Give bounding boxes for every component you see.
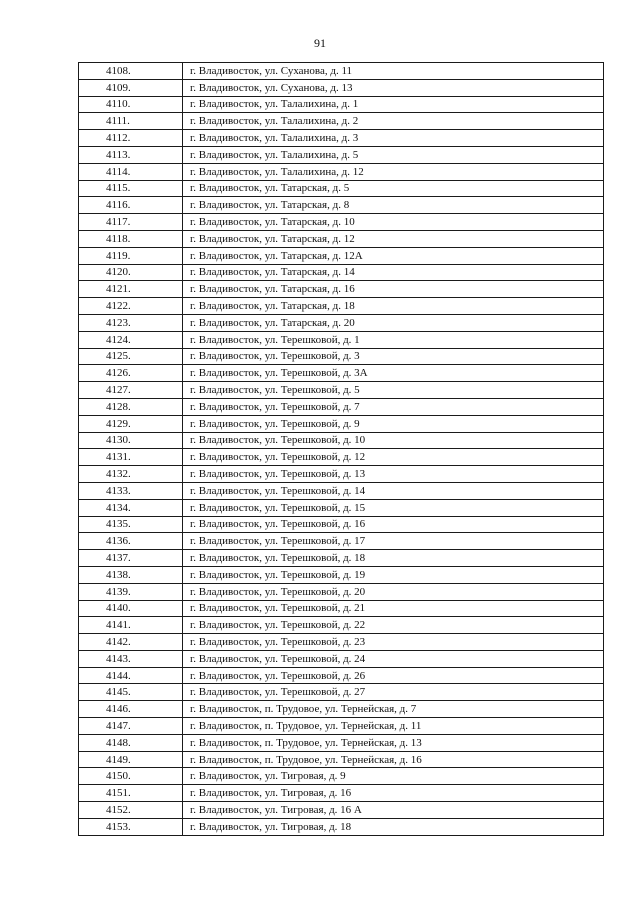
table-row: [79, 499, 604, 516]
row-number-cell: 4139.: [79, 583, 183, 600]
address-cell: г. Владивосток, ул. Татарская, д. 5: [183, 180, 604, 197]
table-row: [79, 718, 604, 735]
row-number-cell: 4148.: [79, 734, 183, 751]
address-cell: г. Владивосток, ул. Терешковой, д. 27: [183, 684, 604, 701]
row-number-cell: 4131.: [79, 449, 183, 466]
row-number-cell: 4128.: [79, 398, 183, 415]
address-cell: г. Владивосток, п. Трудовое, ул. Тернейская, д. 11: [183, 718, 604, 735]
table-row: [79, 650, 604, 667]
row-number-cell: 4135.: [79, 516, 183, 533]
table-row: [79, 197, 604, 214]
table-row: [79, 583, 604, 600]
address-cell: г. Владивосток, ул. Терешковой, д. 26: [183, 667, 604, 684]
row-number-cell: 4118.: [79, 230, 183, 247]
table-row: [79, 146, 604, 163]
table-row: [79, 701, 604, 718]
table-row: [79, 382, 604, 399]
row-number-cell: 4136.: [79, 533, 183, 550]
table-row: [79, 482, 604, 499]
row-number-cell: 4137.: [79, 550, 183, 567]
row-number-cell: 4142.: [79, 634, 183, 651]
row-number-cell: 4113.: [79, 146, 183, 163]
address-cell: г. Владивосток, ул. Терешковой, д. 17: [183, 533, 604, 550]
address-cell: г. Владивосток, ул. Суханова, д. 13: [183, 79, 604, 96]
table-row: [79, 163, 604, 180]
address-cell: г. Владивосток, ул. Терешковой, д. 14: [183, 482, 604, 499]
row-number-cell: 4123.: [79, 314, 183, 331]
address-cell: г. Владивосток, ул. Терешковой, д. 18: [183, 550, 604, 567]
address-cell: г. Владивосток, ул. Терешковой, д. 5: [183, 382, 604, 399]
table-row: [79, 751, 604, 768]
address-cell: г. Владивосток, ул. Талалихина, д. 2: [183, 113, 604, 130]
row-number-cell: 4145.: [79, 684, 183, 701]
address-cell: г. Владивосток, ул. Терешковой, д. 22: [183, 617, 604, 634]
row-number-cell: 4140.: [79, 600, 183, 617]
address-cell: г. Владивосток, ул. Терешковой, д. 12: [183, 449, 604, 466]
address-cell: г. Владивосток, ул. Терешковой, д. 20: [183, 583, 604, 600]
row-number-cell: 4132.: [79, 466, 183, 483]
address-cell: г. Владивосток, п. Трудовое, ул. Тернейская, д. 16: [183, 751, 604, 768]
table-row: [79, 516, 604, 533]
address-cell: г. Владивосток, ул. Терешковой, д. 23: [183, 634, 604, 651]
table-row: [79, 466, 604, 483]
table-row: [79, 96, 604, 113]
address-cell: г. Владивосток, ул. Терешковой, д. 21: [183, 600, 604, 617]
table-row: [79, 113, 604, 130]
row-number-cell: 4124.: [79, 331, 183, 348]
address-table: [78, 62, 604, 836]
address-cell: г. Владивосток, ул. Татарская, д. 8: [183, 197, 604, 214]
table-row: [79, 264, 604, 281]
row-number-cell: 4150.: [79, 768, 183, 785]
address-cell: г. Владивосток, ул. Тигровая, д. 16 А: [183, 802, 604, 819]
row-number-cell: 4122.: [79, 298, 183, 315]
row-number-cell: 4151.: [79, 785, 183, 802]
table-row: [79, 802, 604, 819]
row-number-cell: 4125.: [79, 348, 183, 365]
table-row: [79, 768, 604, 785]
row-number-cell: 4143.: [79, 650, 183, 667]
address-cell: г. Владивосток, п. Трудовое, ул. Тернейская, д. 7: [183, 701, 604, 718]
table-row: [79, 818, 604, 835]
row-number-cell: 4126.: [79, 365, 183, 382]
row-number-cell: 4149.: [79, 751, 183, 768]
row-number-cell: 4141.: [79, 617, 183, 634]
row-number-cell: 4108.: [79, 63, 183, 80]
row-number-cell: 4144.: [79, 667, 183, 684]
row-number-cell: 4152.: [79, 802, 183, 819]
table-row: [79, 281, 604, 298]
table-row: [79, 533, 604, 550]
row-number-cell: 4133.: [79, 482, 183, 499]
address-cell: г. Владивосток, ул. Талалихина, д. 3: [183, 130, 604, 147]
address-cell: г. Владивосток, ул. Терешковой, д. 16: [183, 516, 604, 533]
row-number-cell: 4134.: [79, 499, 183, 516]
address-cell: г. Владивосток, ул. Татарская, д. 20: [183, 314, 604, 331]
row-number-cell: 4119.: [79, 247, 183, 264]
row-number-cell: 4127.: [79, 382, 183, 399]
address-cell: г. Владивосток, ул. Суханова, д. 11: [183, 63, 604, 80]
table-row: [79, 785, 604, 802]
row-number-cell: 4110.: [79, 96, 183, 113]
address-cell: г. Владивосток, ул. Терешковой, д. 3А: [183, 365, 604, 382]
row-number-cell: 4117.: [79, 214, 183, 231]
address-cell: г. Владивосток, ул. Татарская, д. 12А: [183, 247, 604, 264]
table-row: [79, 180, 604, 197]
row-number-cell: 4111.: [79, 113, 183, 130]
row-number-cell: 4116.: [79, 197, 183, 214]
address-cell: г. Владивосток, ул. Татарская, д. 16: [183, 281, 604, 298]
table-row: [79, 79, 604, 96]
table-row: [79, 617, 604, 634]
address-cell: г. Владивосток, ул. Терешковой, д. 7: [183, 398, 604, 415]
address-cell: г. Владивосток, ул. Терешковой, д. 3: [183, 348, 604, 365]
row-number-cell: 4130.: [79, 432, 183, 449]
address-cell: г. Владивосток, ул. Татарская, д. 12: [183, 230, 604, 247]
address-cell: г. Владивосток, ул. Терешковой, д. 15: [183, 499, 604, 516]
row-number-cell: 4146.: [79, 701, 183, 718]
row-number-cell: 4129.: [79, 415, 183, 432]
table-row: [79, 365, 604, 382]
table-row: [79, 734, 604, 751]
row-number-cell: 4121.: [79, 281, 183, 298]
row-number-cell: 4115.: [79, 180, 183, 197]
address-table-body: [79, 63, 604, 836]
table-row: [79, 214, 604, 231]
row-number-cell: 4147.: [79, 718, 183, 735]
row-number-cell: 4153.: [79, 818, 183, 835]
table-row: [79, 550, 604, 567]
address-cell: г. Владивосток, ул. Терешковой, д. 10: [183, 432, 604, 449]
address-cell: г. Владивосток, ул. Талалихина, д. 5: [183, 146, 604, 163]
address-cell: г. Владивосток, ул. Терешковой, д. 24: [183, 650, 604, 667]
page-number: 91: [314, 36, 326, 50]
table-row: [79, 634, 604, 651]
address-cell: г. Владивосток, ул. Татарская, д. 18: [183, 298, 604, 315]
table-row: [79, 230, 604, 247]
address-cell: г. Владивосток, ул. Талалихина, д. 12: [183, 163, 604, 180]
table-row: [79, 600, 604, 617]
address-cell: г. Владивосток, ул. Терешковой, д. 13: [183, 466, 604, 483]
table-row: [79, 667, 604, 684]
table-row: [79, 348, 604, 365]
table-row: [79, 449, 604, 466]
table-row: [79, 314, 604, 331]
row-number-cell: 4112.: [79, 130, 183, 147]
address-cell: г. Владивосток, п. Трудовое, ул. Тернейская, д. 13: [183, 734, 604, 751]
address-cell: г. Владивосток, ул. Тигровая, д. 16: [183, 785, 604, 802]
address-cell: г. Владивосток, ул. Тигровая, д. 9: [183, 768, 604, 785]
table-row: [79, 415, 604, 432]
table-row: [79, 247, 604, 264]
table-row: [79, 331, 604, 348]
table-row: [79, 63, 604, 80]
address-cell: г. Владивосток, ул. Татарская, д. 10: [183, 214, 604, 231]
row-number-cell: 4109.: [79, 79, 183, 96]
address-cell: г. Владивосток, ул. Терешковой, д. 1: [183, 331, 604, 348]
address-cell: г. Владивосток, ул. Талалихина, д. 1: [183, 96, 604, 113]
table-row: [79, 298, 604, 315]
table-row: [79, 398, 604, 415]
row-number-cell: 4114.: [79, 163, 183, 180]
row-number-cell: 4120.: [79, 264, 183, 281]
address-cell: г. Владивосток, ул. Тигровая, д. 18: [183, 818, 604, 835]
address-cell: г. Владивосток, ул. Терешковой, д. 9: [183, 415, 604, 432]
table-row: [79, 432, 604, 449]
table-row: [79, 566, 604, 583]
row-number-cell: 4138.: [79, 566, 183, 583]
address-cell: г. Владивосток, ул. Терешковой, д. 19: [183, 566, 604, 583]
table-row: [79, 130, 604, 147]
table-row: [79, 684, 604, 701]
address-cell: г. Владивосток, ул. Татарская, д. 14: [183, 264, 604, 281]
